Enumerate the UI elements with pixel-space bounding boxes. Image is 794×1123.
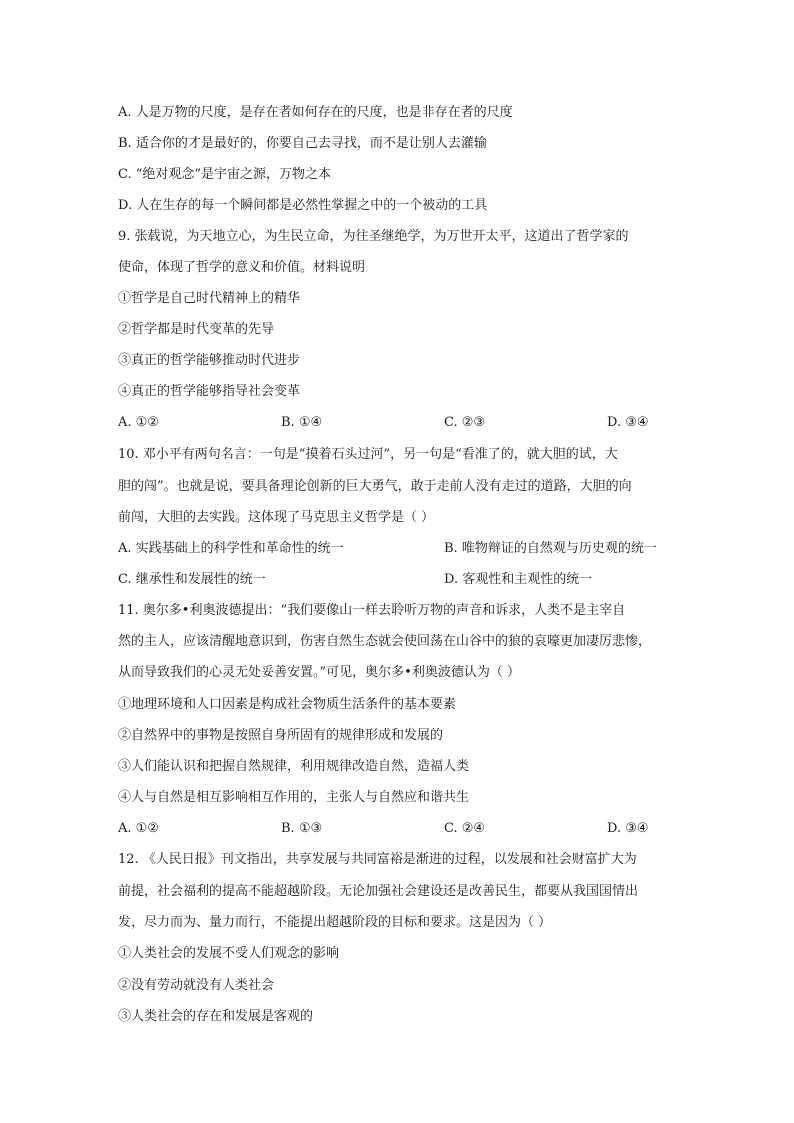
q12-stem-line-1: 12. 《人民日报》刊文指出，共享发展与共同富裕是渐进的过程，以发展和社会财富扩大为 — [118, 852, 637, 867]
q9-item-4: ④真正的哲学能够指导社会变革 — [118, 384, 301, 399]
q10-stem-line-3: 前闯，大胆的去实践。这体现了马克思主义哲学是（ ） — [118, 510, 435, 525]
q9-choice-c: C. ②③ — [444, 415, 486, 430]
q11-choice-d: D. ③④ — [607, 821, 649, 836]
q10-choice-d: D. 客观性和主观性的统一 — [444, 572, 593, 587]
q9-stem-line-2: 使命，体现了哲学的意义和价值。材料说明 — [118, 260, 366, 275]
q10-choice-b: B. 唯物辩证的自然观与历史观的统一 — [444, 541, 657, 556]
q9-choices — [118, 414, 678, 432]
q10-choice-c: C. 继承性和发展性的统一 — [118, 572, 266, 587]
q11-item-2: ②自然界中的事物是按照自身所固有的规律形成和发展的 — [118, 728, 444, 743]
q11-choice-a: A. ①② — [118, 821, 159, 836]
prev-option-c: C. “绝对观念”是宇宙之源，万物之本 — [118, 167, 332, 182]
q10-stem-line-2: 胆的闯”。也就是说，要具备理论创新的巨大勇气，敢于走前人没有走过的道路，大胆的向 — [118, 479, 632, 494]
q11-choice-b: B. ①③ — [281, 821, 323, 836]
q10-choice-a: A. 实践基础上的科学性和革命性的统一 — [118, 541, 344, 556]
q11-stem-line-1: 11. 奥尔多•利奥波德提出：“我们要像山一样去聆听万物的声音和诉求，人类不是主宰自 — [118, 603, 626, 618]
q11-choices — [118, 820, 678, 838]
q11-item-1: ①地理环境和人口因素是构成社会物质生活条件的基本要素 — [118, 697, 457, 712]
q9-choice-d: D. ③④ — [607, 415, 649, 430]
q11-item-3: ③人们能认识和把握自然规律，利用规律改造自然，造福人类 — [118, 759, 470, 774]
q9-choice-a: A. ①② — [118, 415, 159, 430]
q11-stem-line-2: 然的主人，应该清醒地意识到，伤害自然生态就会使回荡在山谷中的狼的哀嚎更加凄厉悲惨， — [118, 634, 652, 649]
prev-option-b: B. 适合你的才是最好的，你要自己去寻找，而不是让别人去灌输 — [118, 136, 487, 151]
q11-choice-c: C. ②④ — [444, 821, 486, 836]
q12-item-2: ②没有劳动就没有人类社会 — [118, 978, 275, 993]
q11-stem-line-3: 从而导致我们的心灵无处妥善安置。”可见，奥尔多•利奥波德认为（ ） — [118, 665, 520, 680]
q9-choice-b: B. ①④ — [281, 415, 323, 430]
q10-stem-line-1: 10. 邓小平有两句名言：一句是“摸着石头过河”，另一句是“看准了的，就大胆的试，大 — [118, 447, 618, 462]
q10-choices-row-2 — [118, 571, 678, 589]
q9-item-1: ①哲学是自己时代精神上的精华 — [118, 291, 301, 306]
q12-stem-line-3: 发，尽力而为、量力而行，不能提出超越阶段的目标和要求。这是因为（ ） — [118, 915, 552, 930]
q12-stem-line-2: 前提，社会福利的提高不能超越阶段。无论加强社会建设还是改善民生，都要从我国国情出 — [118, 884, 639, 899]
q9-stem-line-1: 9. 张载说，为天地立心，为生民立命，为往圣继绝学，为万世开太平，这道出了哲学家的 — [118, 229, 629, 244]
q12-item-3: ③人类社会的存在和发展是客观的 — [118, 1009, 314, 1024]
q12-item-1: ①人类社会的发展不受人们观念的影响 — [118, 946, 340, 961]
prev-option-d: D. 人在生存的每一个瞬间都是必然性掌握之中的一个被动的工具 — [118, 198, 488, 213]
q10-choices-row-1 — [118, 540, 678, 558]
q9-item-2: ②哲学都是时代变革的先导 — [118, 322, 275, 337]
q11-item-4: ④人与自然是相互影响相互作用的，主张人与自然应和谐共生 — [118, 790, 470, 805]
q9-item-3: ③真正的哲学能够推动时代进步 — [118, 353, 301, 368]
prev-option-a: A. 人是万物的尺度，是存在者如何存在的尺度，也是非存在者的尺度 — [118, 105, 513, 120]
